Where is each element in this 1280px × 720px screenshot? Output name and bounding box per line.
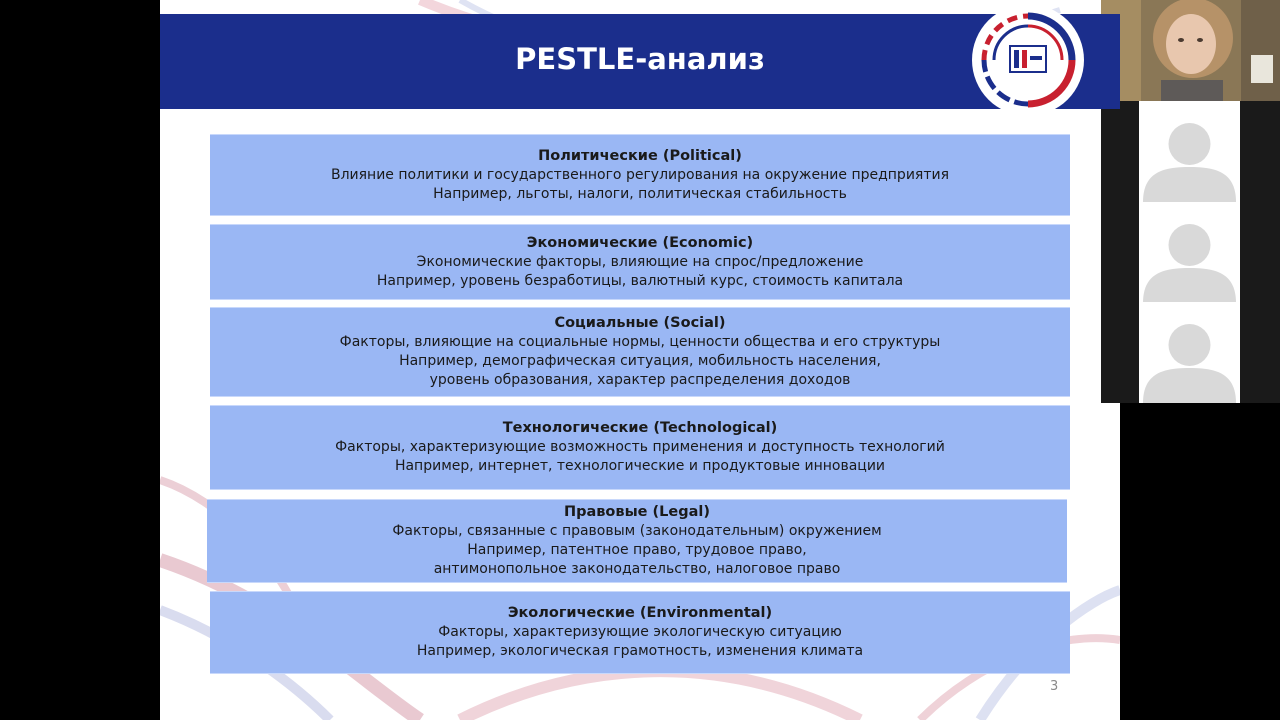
factor-box [210,307,1070,397]
participant-tile[interactable] [1139,101,1240,202]
factor-description-line: Например, льготы, налоги, политическая стабильность [433,186,847,202]
user-avatar-icon [1139,202,1240,303]
factor-description-line: Например, демографическая ситуация, мобильность населения, [399,353,881,369]
participant-tile[interactable] [1139,202,1240,303]
factor-box [210,405,1070,490]
presentation-slide [160,0,1120,720]
factor-description-line: Например, патентное право, трудовое право, [467,542,807,558]
factor-box [210,591,1070,674]
factor-description-line: Например, уровень безработицы, валютный курс, стоимость капитала [376,273,904,289]
slide-title: PESTLE-анализ [515,42,765,76]
page-number: 3 [1050,679,1059,694]
factor-title: Социальные (Social) [554,315,726,331]
factor-description-line: Влияние политики и государственного регулирования на окружение предприятия [330,167,950,183]
factor-description-line: Факторы, связанные с правовым (законодательным) окружением [392,523,882,539]
factor-description-line: антимонопольное законодательство, налоговое право [433,561,841,577]
factor-description-line: Факторы, характеризующие экологическую ситуацию [438,624,842,640]
presenter-video-icon [1101,0,1280,101]
factor-description-line: Факторы, влияющие на социальные нормы, ценности общества и его структуры [339,334,941,350]
factor-title: Экологические (Environmental) [507,605,773,621]
factor-description-line: Факторы, характеризующие возможность применения и доступность технологий [335,439,945,455]
factor-title: Правовые (Legal) [563,504,711,520]
factor-title: Экономические (Economic) [526,235,754,251]
factor-title: Технологические (Technological) [502,420,778,436]
factor-description-line: Экономические факторы, влияющие на спрос/предложение [416,254,864,270]
presenter-video-tile[interactable] [1101,0,1280,101]
factor-title: Политические (Political) [538,148,742,164]
factor-description-line: уровень образования, характер распределения доходов [429,372,851,388]
factor-box [210,134,1070,216]
factor-description-line: Например, интернет, технологические и продуктовые инновации [394,458,886,474]
user-avatar-icon [1139,302,1240,403]
participant-gallery [1101,0,1280,403]
factor-description-line: Например, экологическая грамотность, изменения климата [416,643,864,659]
factor-box [210,224,1070,300]
stankin-logo-icon [972,4,1084,116]
factor-box [207,499,1067,583]
user-avatar-icon [1139,101,1240,202]
participant-tile[interactable] [1139,302,1240,403]
